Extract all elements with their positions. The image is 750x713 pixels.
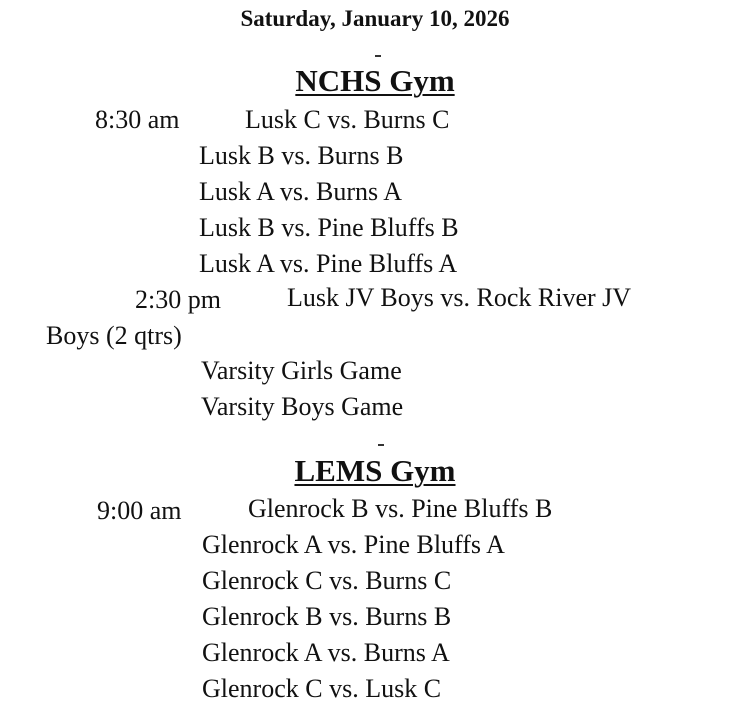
game-time: 8:30 am: [95, 105, 180, 134]
game-entry: Glenrock B vs. Burns B: [202, 602, 452, 631]
game-entry: Glenrock B vs. Pine Bluffs B: [248, 494, 553, 523]
game-entry: Varsity Girls Game: [201, 356, 402, 385]
game-entry: Glenrock C vs. Lusk C: [202, 674, 442, 703]
game-time: 9:00 am: [97, 496, 182, 525]
game-entry: Glenrock A vs. Burns A: [202, 638, 450, 667]
game-entry-continuation: Boys (2 qtrs): [46, 321, 182, 350]
game-entry: Glenrock A vs. Pine Bluffs A: [202, 530, 505, 559]
game-entry: Lusk B vs. Burns B: [199, 141, 404, 170]
separator-mark: [378, 444, 384, 446]
separator-mark: [375, 55, 381, 57]
game-entry: Lusk C vs. Burns C: [245, 105, 450, 134]
schedule-date: Saturday, January 10, 2026: [240, 6, 510, 31]
game-time: 2:30 pm: [135, 285, 221, 314]
game-entry: Lusk A vs. Pine Bluffs A: [199, 249, 458, 278]
game-entry: Lusk A vs. Burns A: [199, 177, 402, 206]
game-entry: Varsity Boys Game: [201, 392, 404, 421]
venue-title-lems: LEMS Gym: [294, 453, 456, 488]
venue-title-nchs: NCHS Gym: [295, 63, 455, 98]
game-entry: Lusk B vs. Pine Bluffs B: [199, 213, 459, 242]
game-entry: Lusk JV Boys vs. Rock River JV: [287, 283, 632, 312]
game-entry: Glenrock C vs. Burns C: [202, 566, 452, 595]
